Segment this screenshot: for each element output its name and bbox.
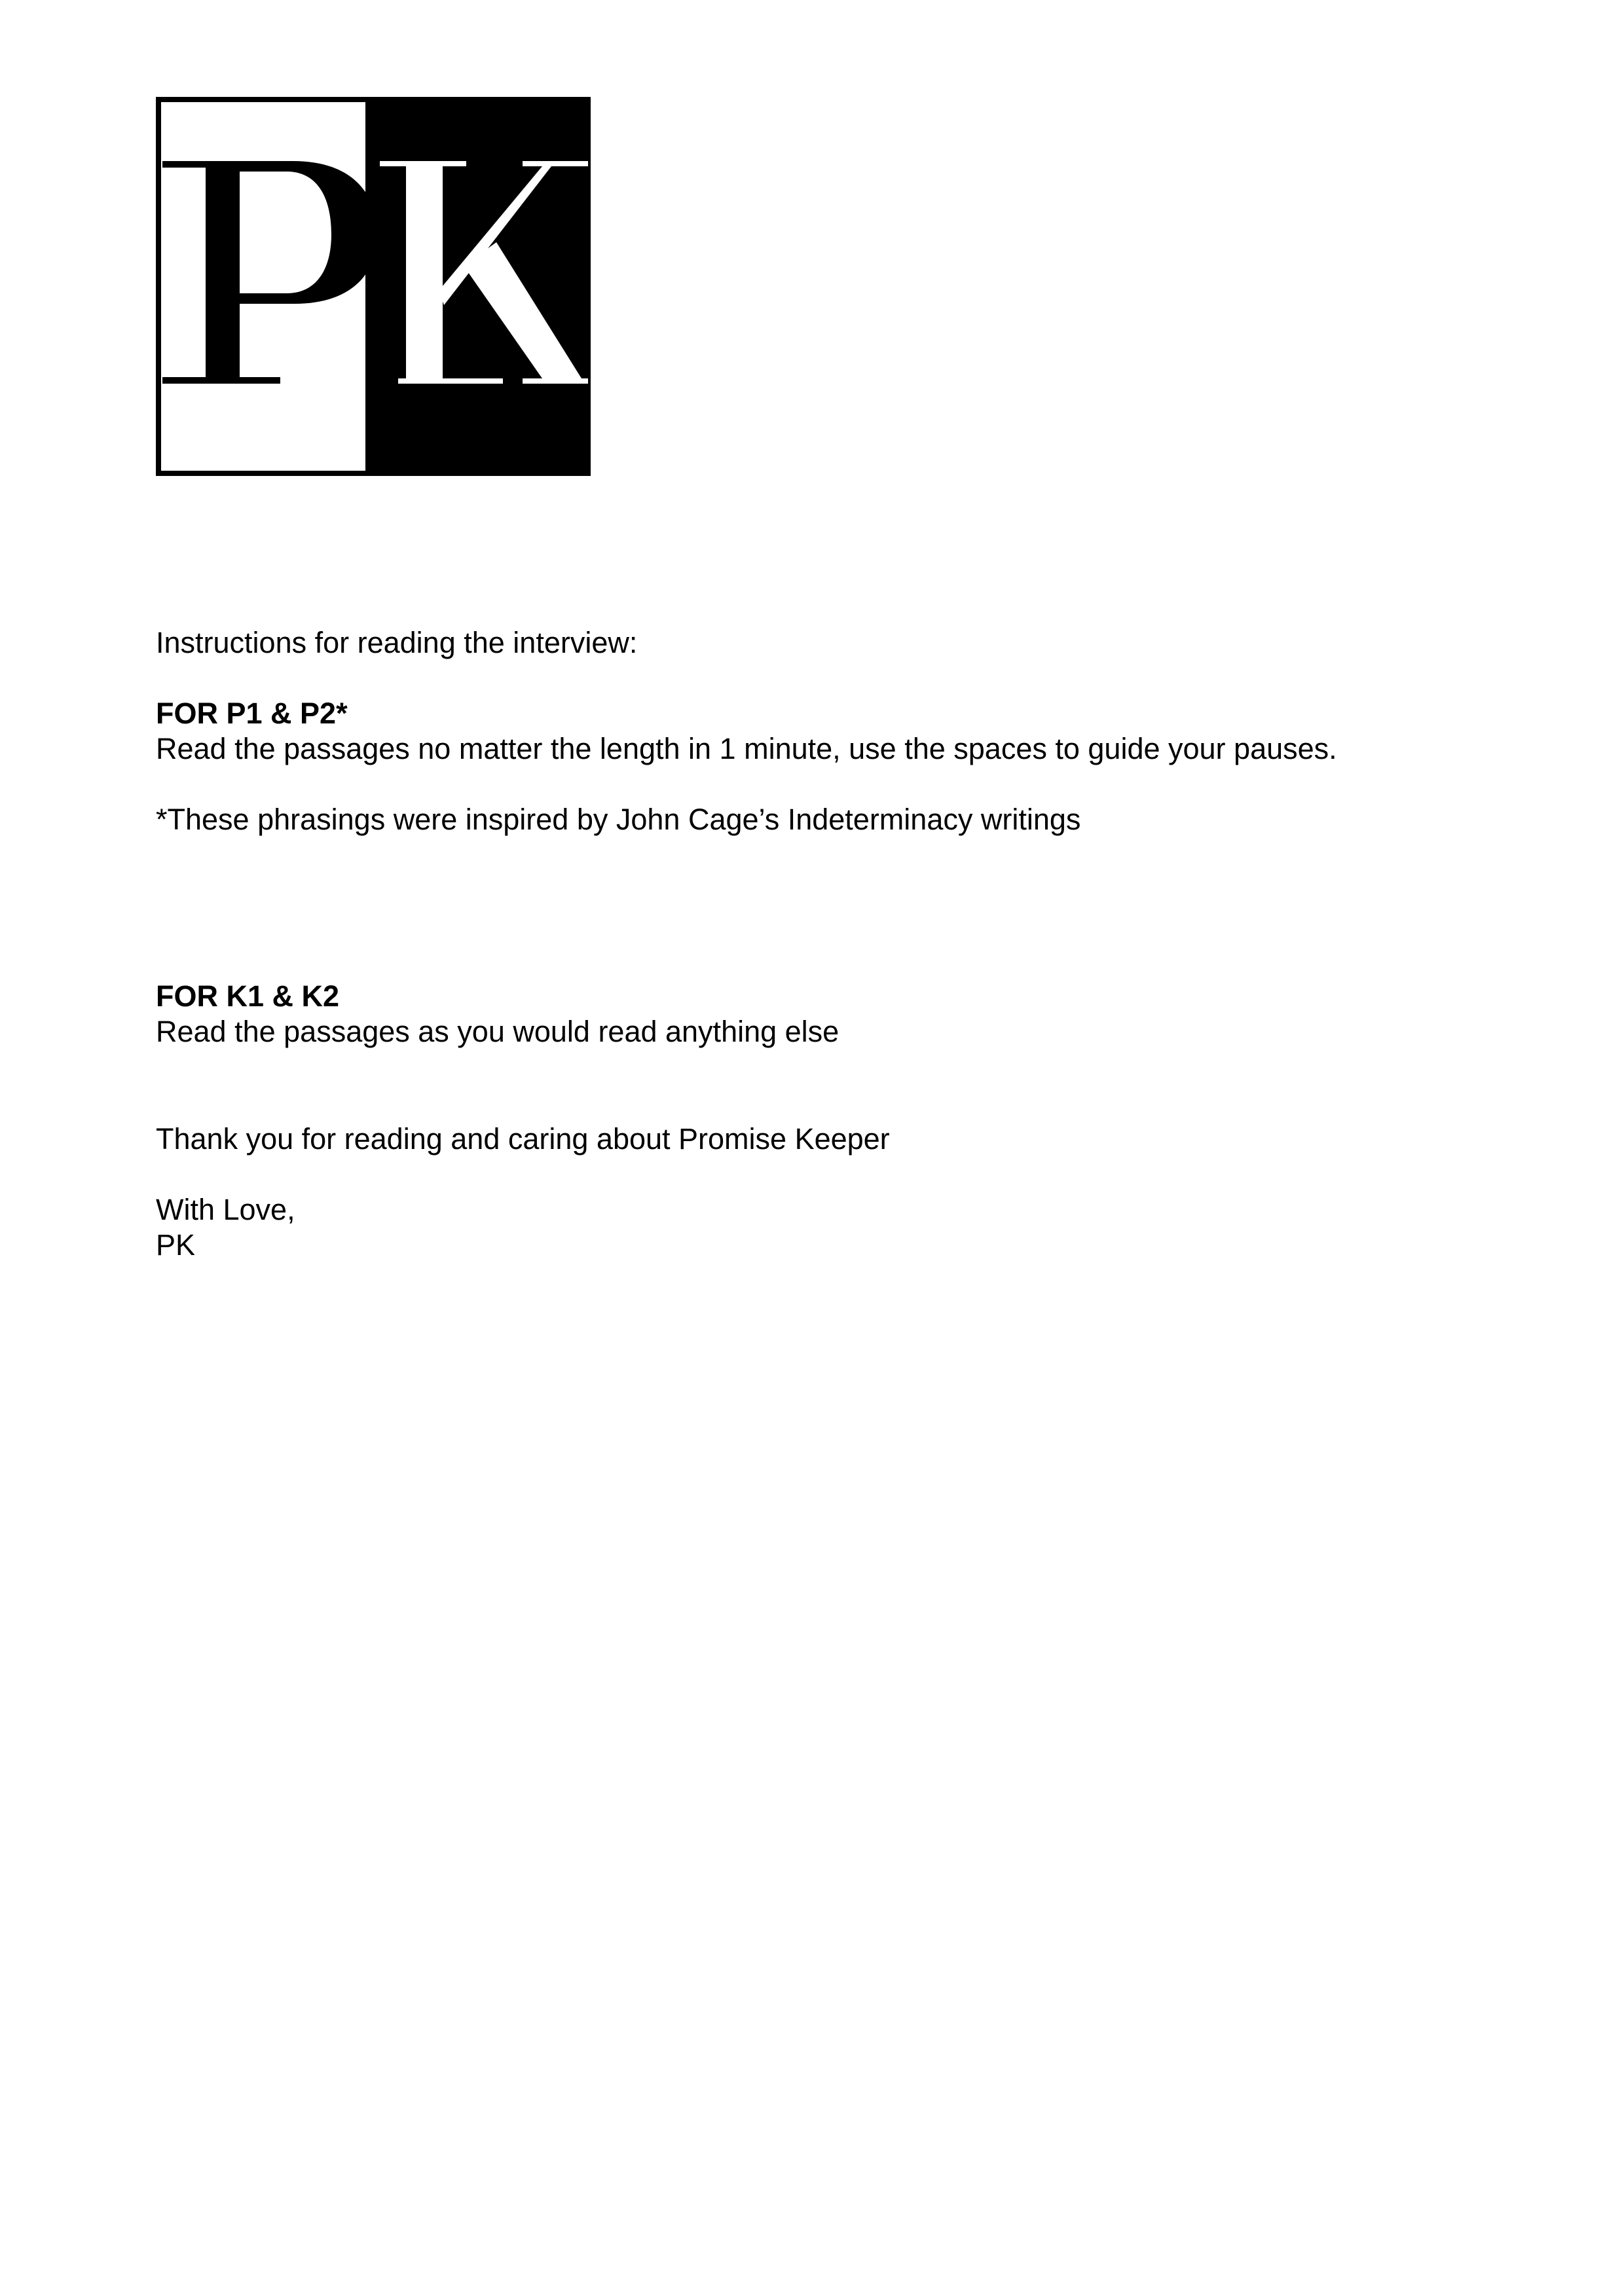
section-title-k1-k2: FOR K1 & K2 bbox=[156, 979, 340, 1013]
instructions-text bbox=[156, 625, 1531, 1263]
pk-logo bbox=[156, 97, 591, 476]
pk-logo-mark bbox=[156, 97, 591, 476]
section-body-p1-p2: Read the passages no matter the length in 1 minute, use the spaces to guide your pauses. bbox=[156, 732, 1337, 765]
section-title-p1-p2: FOR P1 & P2* bbox=[156, 697, 348, 730]
section-body-k1-k2: Read the passages as you would read anything else bbox=[156, 1015, 840, 1048]
instructions-heading: Instructions for reading the interview: bbox=[156, 626, 638, 659]
closing-signoff: With Love, bbox=[156, 1193, 295, 1226]
logo-light-notch-top bbox=[352, 102, 365, 168]
logo-dark-panel bbox=[364, 97, 591, 476]
closing-signature: PK bbox=[156, 1228, 196, 1262]
closing-thanks: Thank you for reading and caring about Promise Keeper bbox=[156, 1122, 890, 1156]
logo-light-notch-bottom bbox=[352, 422, 365, 471]
section-note-p1-p2: *These phrasings were inspired by John Cage’s Indeterminacy writings bbox=[156, 803, 1081, 836]
